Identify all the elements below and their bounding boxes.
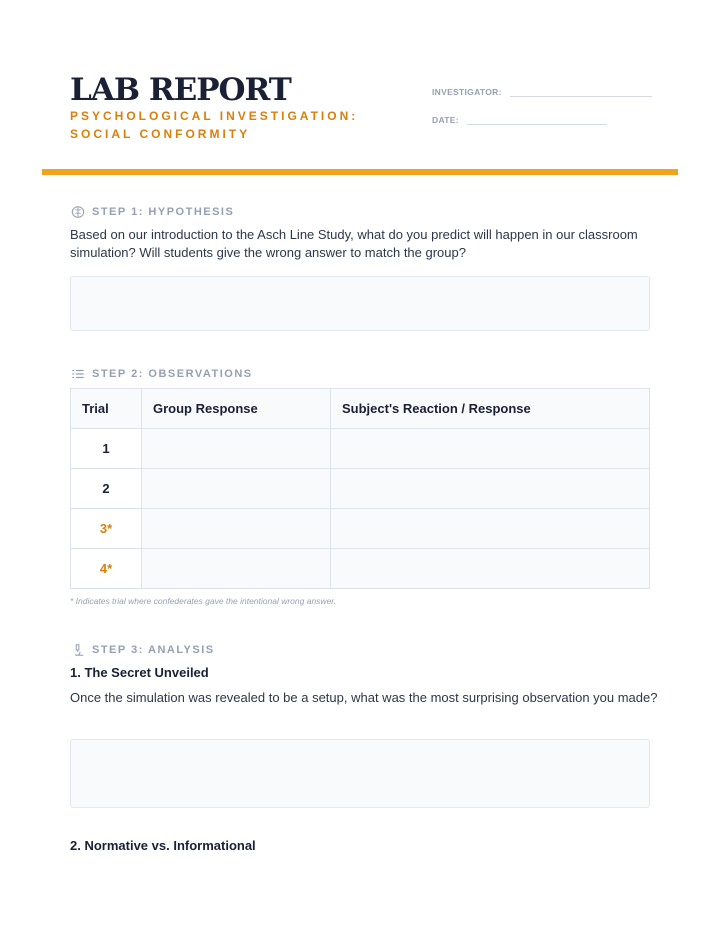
step1-label: STEP 1: HYPOTHESIS — [92, 206, 235, 218]
investigator-label: INVESTIGATOR: — [432, 87, 502, 97]
table-row — [71, 509, 650, 549]
report-header — [70, 72, 650, 152]
column-header-subject-reaction: Subject's Reaction / Response — [331, 389, 650, 429]
trial-number-flagged: 4* — [71, 549, 142, 589]
subject-reaction-cell[interactable] — [331, 429, 650, 469]
table-row — [71, 469, 650, 509]
brain-icon — [71, 205, 85, 219]
microscope-icon — [71, 643, 85, 657]
group-response-cell[interactable] — [142, 549, 331, 589]
table-header-row — [71, 389, 650, 429]
investigator-input-line[interactable] — [510, 87, 652, 97]
date-input-line[interactable] — [467, 115, 607, 125]
step2-label: STEP 2: OBSERVATIONS — [92, 368, 253, 380]
step2-heading — [71, 367, 253, 381]
step3-label: STEP 3: ANALYSIS — [92, 644, 215, 656]
subject-reaction-cell[interactable] — [331, 549, 650, 589]
investigator-field[interactable] — [432, 87, 652, 97]
table-row — [71, 429, 650, 469]
observations-table — [70, 388, 650, 589]
step1-heading — [71, 205, 234, 219]
page-title: LAB REPORT — [70, 72, 291, 108]
table-footnote: * Indicates trial where confederates gave the intentional wrong answer. — [70, 596, 337, 606]
date-label: DATE: — [432, 115, 459, 125]
question1-title: 1. The Secret Unveiled — [70, 665, 209, 680]
table-row — [71, 549, 650, 589]
group-response-cell[interactable] — [142, 509, 331, 549]
page-subtitle: PSYCHOLOGICAL INVESTIGATION: SOCIAL CONFORMITY — [70, 109, 359, 141]
header-divider — [42, 169, 678, 175]
step1-prompt: Based on our introduction to the Asch Line Study, what do you predict will happen in our classroom simulation? Will students give the wrong answer to match the group? — [70, 227, 638, 260]
column-header-trial: Trial — [71, 389, 142, 429]
date-field[interactable] — [432, 115, 607, 125]
trial-number: 1 — [71, 429, 142, 469]
step3-heading — [71, 643, 215, 657]
question1-answer-box[interactable] — [70, 739, 650, 808]
column-header-group-response: Group Response — [142, 389, 331, 429]
subject-reaction-cell[interactable] — [331, 469, 650, 509]
trial-number-flagged: 3* — [71, 509, 142, 549]
question2-title: 2. Normative vs. Informational — [70, 838, 256, 853]
group-response-cell[interactable] — [142, 469, 331, 509]
hypothesis-answer-box[interactable] — [70, 276, 650, 331]
trial-number: 2 — [71, 469, 142, 509]
subject-reaction-cell[interactable] — [331, 509, 650, 549]
list-icon — [71, 367, 85, 381]
question1-prompt: Once the simulation was revealed to be a setup, what was the most surprising observation you made? — [70, 690, 658, 705]
group-response-cell[interactable] — [142, 429, 331, 469]
